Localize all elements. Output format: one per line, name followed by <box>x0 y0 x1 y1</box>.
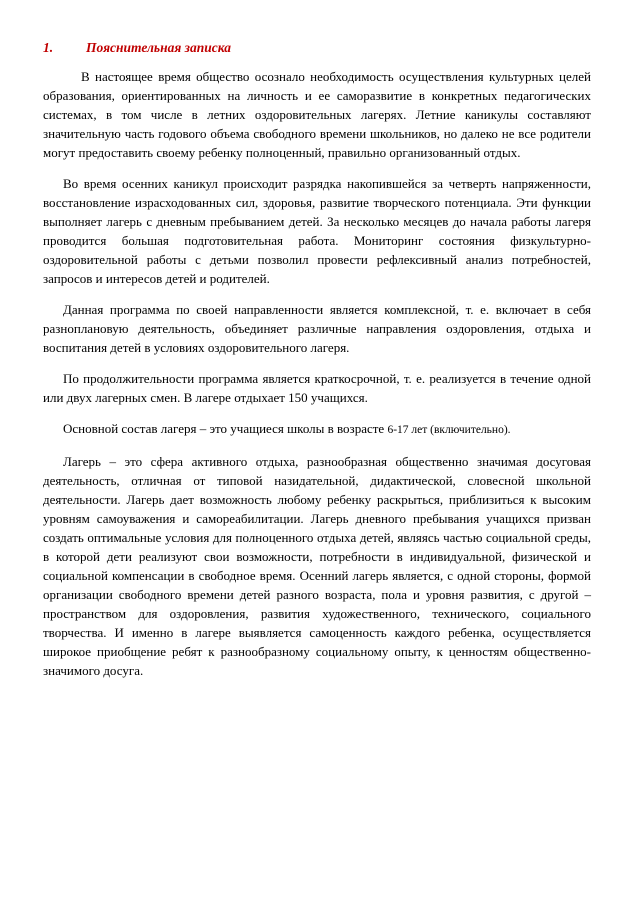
paragraph-autumn-holidays: Во время осенних каникул происходит разрядка накопившейся за четверть напряженности, восстановление израсходованных сил, здоровья, развитие творческого потенциала. Эти функции выполняет лагерь с дневным пребыванием детей. За несколько месяцев до начала работы лагеря проводится большая подготовительная работа. Мониторинг состояния физкультурно-оздоровительной работы с детьми позволил провести рефлексивный анализ потребностей, запросов и интересов детей и родителей. <box>43 176 591 286</box>
paragraph-intro: В настоящее время общество осознало необходимость осуществления культурных целей образования, ориентированных на личность и ее саморазвитие в конкретных педагогических системах, в том числе в летних оздоровительных лагерях. Летние каникулы составляют значительную часть годового объема свободного времени школьников, но далеко не все родители могут предоставить своему ребенку полноценный, правильно организованный отдых. <box>43 69 591 160</box>
paragraph-duration: По продолжительности программа является краткосрочной, т. е. реализуется в течение одной или двух лагерных смен. В лагере отдыхает 150 учащихся. <box>43 371 591 405</box>
paragraph-composition <box>43 419 591 440</box>
composition-text: Основной состав лагеря – это учащиеся школы в возрасте <box>63 421 388 436</box>
section-title: Пояснительная записка <box>86 40 231 55</box>
composition-age-range: 6-17 лет (включительно). <box>387 424 511 436</box>
section-number: 1. <box>43 40 54 55</box>
section-heading <box>43 38 591 57</box>
paragraph-camp-description: Лагерь – это сфера активного отдыха, разнообразная общественно значимая досуговая деятельность, отличная от типовой назидательной, дидактической, словесной школьной деятельности. Лагерь дает возможность любому ребенку раскрыться, приблизиться к высоким уровням самоуважения и самореабилитации. Лагерь дневного пребывания учащихся призван создать оптимальные условия для полноценного отдыха детей, являясь частью социальной среды, в которой дети реализуют свои возможности, потребности в индивидуальной, физической и социальной компенсации в свободное время. Осенний лагерь является, с одной стороны, формой организации свободного времени детей разного возраста, пола и уровня развития, с другой – пространством для оздоровления, развития художественного, технического, социального творчества. И именно в лагере выявляется самоценность каждого ребенка, осуществляется широкое приобщение ребят к разнообразному социальному опыту, к ценностям общественно-значимого досуга. <box>43 454 591 678</box>
document-page <box>43 38 591 692</box>
paragraph-program-focus: Данная программа по своей направленности является комплексной, т. е. включает в себя разноплановую деятельность, объединяет различные направления оздоровления, отдыха и воспитания детей в условиях оздоровительного лагеря. <box>43 302 591 355</box>
